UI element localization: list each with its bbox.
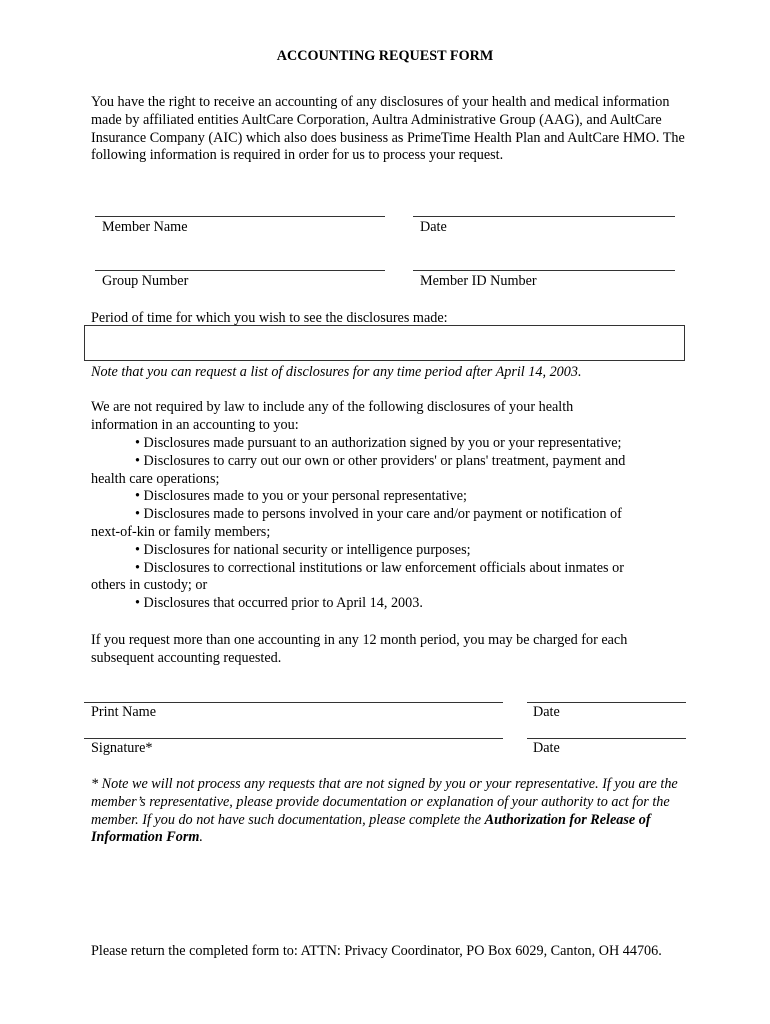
- bullet-text: • Disclosures to carry out our own or other providers' or plans' treatment, payment and: [135, 452, 626, 469]
- signature-footnote: [91, 776, 685, 847]
- bullet-text: • Disclosures that occurred prior to April 14, 2003.: [135, 595, 423, 612]
- signature-field[interactable]: [84, 738, 503, 739]
- list-item: [91, 559, 695, 596]
- list-item: [135, 595, 695, 613]
- group-number-field[interactable]: [95, 270, 385, 271]
- signature-label: Signature*: [91, 740, 153, 756]
- member-name-label: Member Name: [102, 219, 188, 235]
- list-item: [135, 435, 695, 453]
- return-address: Please return the completed form to: ATTN: Privacy Coordinator, PO Box 6029, Canton, OH 44706.: [91, 943, 662, 959]
- list-item: [91, 452, 695, 489]
- not-required-intro: We are not required by law to include any of the following disclosures of your health information in an accounting to you:: [91, 399, 574, 433]
- print-date-label: Date: [533, 704, 560, 720]
- print-name-field[interactable]: [84, 702, 503, 703]
- signature-date-field[interactable]: [527, 738, 686, 739]
- footnote-text: * Note we will not process any requests that are not signed by you or your representative. If you are the member’s representative, please provide documentation or explanation of your authority to act for the member. If you do not have such documentation, please complete the: [91, 776, 678, 828]
- member-id-label: Member ID Number: [420, 273, 537, 289]
- bullet-continuation: next-of-kin or family members;: [91, 523, 271, 540]
- member-id-field[interactable]: [413, 270, 675, 271]
- period-input-box[interactable]: [84, 325, 685, 361]
- group-number-label: Group Number: [102, 273, 189, 289]
- bullet-text: • Disclosures to correctional institutions or law enforcement officials about inmates or: [135, 559, 624, 576]
- footnote-end: .: [199, 829, 203, 846]
- disclosure-bullet-list: [91, 435, 695, 613]
- bullet-text: • Disclosures made to persons involved in your care and/or payment or notification of: [135, 506, 622, 523]
- authorization-form-link[interactable]: Authorization for Release of Information Form: [91, 811, 651, 846]
- intro-paragraph: You have the right to receive an accounting of any disclosures of your health and medical information made by affiliated entities AultCare Corporation, Aultra Administrative Group (AAG), and AultCare Insurance Company (AIC) which also does business as PrimeTime Health Plan and AultCare HMO. The following information is required in order for us to process your request.: [91, 94, 685, 164]
- bullet-continuation: others in custody; or: [91, 577, 208, 594]
- print-name-label: Print Name: [91, 704, 157, 720]
- date-label: Date: [420, 219, 447, 235]
- bullet-text: • Disclosures made pursuant to an authorization signed by you or your representative;: [135, 435, 622, 451]
- signature-date-label: Date: [533, 740, 560, 756]
- date-field[interactable]: [413, 216, 675, 217]
- print-date-field[interactable]: [527, 702, 686, 703]
- list-item: [91, 506, 695, 542]
- charge-note: If you request more than one accounting in any 12 month period, you may be charged for each subsequent accounting requested.: [91, 632, 628, 666]
- bullet-text: • Disclosures for national security or intelligence purposes;: [135, 541, 471, 558]
- list-item: [135, 488, 695, 506]
- bullet-text: • Disclosures made to you or your personal representative;: [135, 488, 467, 505]
- form-title: ACCOUNTING REQUEST FORM: [276, 48, 494, 64]
- period-note: Note that you can request a list of disclosures for any time period after April 14, 2003.: [91, 364, 582, 380]
- list-item: [135, 542, 695, 560]
- bullet-continuation: health care operations;: [91, 470, 220, 487]
- member-name-field[interactable]: [95, 216, 385, 217]
- period-label: Period of time for which you wish to see the disclosures made:: [91, 310, 448, 326]
